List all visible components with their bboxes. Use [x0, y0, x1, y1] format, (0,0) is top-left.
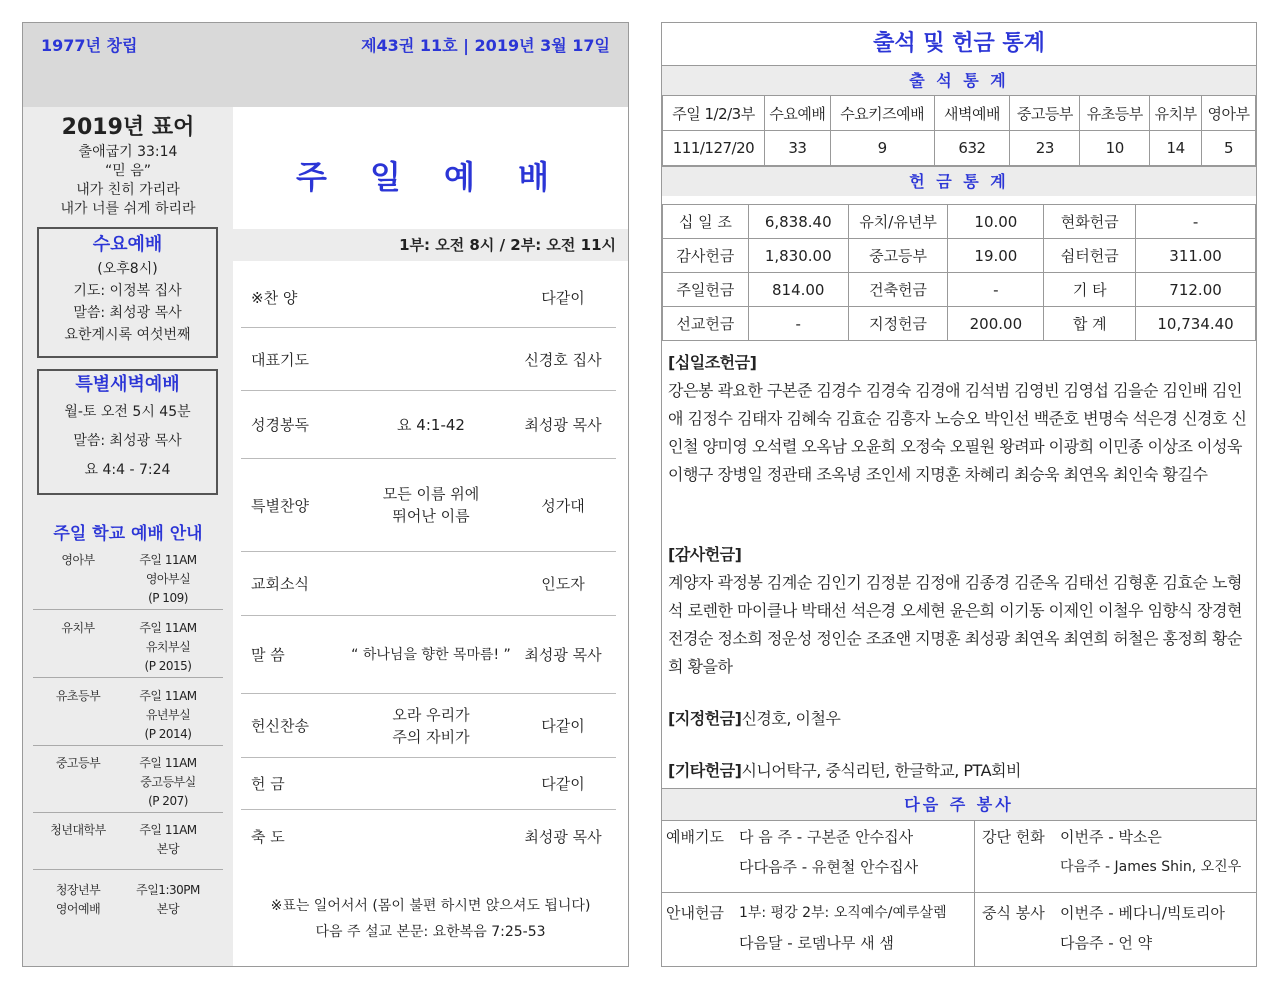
worship-note [233, 893, 628, 945]
attendance-value: 14 [1150, 131, 1202, 166]
attendance-header: 유초등부 [1080, 96, 1150, 131]
order-item: 특별찬양 [251, 496, 309, 515]
order-content: “ 하나님을 향한 목마름! ” [351, 646, 511, 663]
order-content [351, 694, 511, 757]
offering-table [662, 204, 1256, 341]
offering-amount: - [1136, 205, 1256, 239]
offering-amount: 712.00 [1136, 273, 1256, 307]
order-leader: 다같이 [541, 775, 585, 793]
ss-dept: 유초등부 [55, 689, 101, 703]
other-donors [668, 757, 1254, 785]
order-leader: 최성광 목사 [524, 827, 602, 846]
order-row [241, 391, 616, 459]
motto-verse-ref: 출애굽기 33:14 [78, 144, 178, 160]
prayer-next: 다 음 주 - 구본준 안수집사 [739, 828, 914, 846]
ss-room: 유치부실 [145, 640, 191, 654]
attendance-value: 23 [1010, 131, 1080, 166]
sunday-school-row [33, 543, 223, 610]
lunch-next-week: 다음주 - 언 약 [1060, 934, 1153, 952]
ss-time: 주일 11AM [139, 756, 197, 770]
offering-amount: 200.00 [948, 307, 1044, 341]
motto-word: “믿 음” [104, 163, 151, 179]
sunday-school-row [33, 877, 223, 942]
flower-next-week: 다음주 - James Shin, 오진우 [1060, 859, 1242, 875]
ss-room: 본당 [156, 902, 180, 916]
thanks-label: [감사헌금] [668, 545, 742, 564]
order-leader: 다같이 [541, 717, 585, 735]
order-leader: 성가대 [541, 496, 585, 515]
ss-room: 영아부실 [145, 572, 191, 586]
motto-line-1: 내가 친히 가리라 [76, 182, 180, 198]
usher-this-month: 1부: 평강 2부: 오직예수/예루살렘 [739, 905, 947, 921]
offering-label: 지정헌금 [848, 307, 948, 341]
worship-title: 주 일 예 배 [295, 158, 566, 196]
order-row [241, 328, 616, 391]
offering-label: 쉼터헌금 [1044, 239, 1136, 273]
flower-label: 강단 헌화 [982, 828, 1045, 846]
order-leader: 최성광 목사 [524, 646, 602, 664]
attendance-header: 영아부 [1202, 96, 1256, 131]
wednesday-title: 수요예배 [92, 234, 163, 255]
standing-note: ※표는 일어서서 (몸이 불편 하시면 앉으셔도 됩니다) [270, 898, 591, 914]
offering-amount: 10.00 [948, 205, 1044, 239]
order-leader: 최성광 목사 [524, 416, 602, 434]
order-leader: 신경호 집사 [524, 350, 602, 369]
designated-label: [지정헌금] [668, 709, 742, 728]
offering-label: 주일헌금 [663, 273, 749, 307]
order-content [351, 459, 511, 551]
right-page [661, 22, 1257, 967]
order-item: 교회소식 [251, 575, 309, 593]
ss-room: 유년부실 [145, 708, 191, 722]
tithe-names: 강은봉 곽요한 구본준 김경수 김경숙 김경애 김석범 김영빈 김영섭 김을순 김인배 김인애 김정수 김태자 김혜숙 김효순 김흥자 노승오 박인선 백준호 변명숙 석은경 신경호 신인철 양미영 오석렬 오옥남 오윤희 오정숙 오필원 왕려파 이광희 이민종 이상조 이성욱 이행구 장병일 정관태 조옥녕 조인세 지명훈 차혜리 최승욱 최연옥 최인숙 황길수 [668, 381, 1247, 484]
offering-amount: - [948, 273, 1044, 307]
offering-label: 중고등부 [848, 239, 948, 273]
thanks-donors [668, 541, 1254, 681]
wednesday-sermon: 말씀: 최성광 목사 [73, 305, 182, 321]
ss-info [128, 687, 208, 744]
attendance-header: 중고등부 [1010, 96, 1080, 131]
ss-dept: 중고등부 [55, 756, 101, 770]
dawn-time: 월-토 오전 5시 45분 [64, 404, 191, 420]
offering-amount: 19.00 [948, 239, 1044, 273]
order-row [241, 616, 616, 694]
offering-amount: 6,838.40 [748, 205, 848, 239]
worship-title-area [233, 107, 628, 229]
order-row [241, 694, 616, 758]
ss-info [128, 754, 208, 811]
order-row [241, 758, 616, 810]
offering-head: 헌 금 통 계 [662, 166, 1256, 196]
tithe-donors [668, 349, 1254, 489]
offering-amount: 1,830.00 [748, 239, 848, 273]
attendance-value: 9 [830, 131, 934, 166]
ss-info [128, 551, 208, 608]
order-item: 성경봉독 [251, 416, 309, 434]
order-item: 헌 금 [251, 775, 285, 793]
order-content-line: 모든 이름 위에 [382, 485, 480, 503]
wednesday-text: 요한계시록 여섯번째 [64, 327, 191, 343]
designated-donors [668, 705, 1254, 733]
offering-amount: 311.00 [1136, 239, 1256, 273]
year-motto [23, 113, 233, 219]
order-content-line: 뛰어난 이름 [392, 507, 470, 525]
order-row [241, 810, 616, 862]
ss-dept [33, 881, 123, 919]
ss-time: 주일 11AM [139, 823, 197, 837]
lunch-this-week: 이번주 - 베다니/빅토리아 [1060, 904, 1225, 922]
other-label: [기타헌금] [668, 761, 742, 780]
thanks-names: 계양자 곽정봉 김계순 김인기 김정분 김정애 김종경 김준옥 김태선 김형훈 김효순 노형석 로렌한 마이클나 박태선 석은경 오세현 윤은희 이기동 이제인 이철우 임향식 장경현 전경순 정소희 정운성 정인순 조죠앤 지명훈 최성광 최연옥 최연희 허철은 홍정희 황순희 황을하 [668, 573, 1242, 676]
ss-dept: 청년대학부 [50, 823, 106, 837]
stats-title: 출석 및 헌금 통계 [873, 31, 1045, 56]
ss-dept-line: 영어예배 [55, 902, 101, 916]
ss-room-number: (P 2014) [144, 727, 192, 741]
attendance-value: 5 [1202, 131, 1256, 166]
ss-time: 주일1:30PM [136, 883, 200, 897]
flower-this-week: 이번주 - 박소은 [1060, 828, 1162, 846]
offering-label: 감사헌금 [663, 239, 749, 273]
sunday-school-row [33, 611, 223, 678]
attendance-header-row [663, 96, 1256, 131]
attendance-header: 주일 1/2/3부 [663, 96, 765, 131]
attendance-value: 10 [1080, 131, 1150, 166]
wednesday-time: (오후8시) [97, 261, 158, 277]
ss-dept: 영아부 [61, 553, 95, 567]
ss-dept-line: 청장년부 [55, 883, 101, 897]
attendance-value: 33 [764, 131, 830, 166]
attendance-value: 632 [934, 131, 1010, 166]
wednesday-service-box [37, 227, 218, 358]
offering-amount: 10,734.40 [1136, 307, 1256, 341]
offering-row [663, 239, 1256, 273]
motto-line-2: 내가 너를 쉬게 하리라 [60, 201, 196, 217]
ss-room-number: (P 2015) [144, 659, 192, 673]
sidebar [23, 107, 233, 966]
attendance-header: 수요키즈예배 [830, 96, 934, 131]
offering-label: 현화헌금 [1044, 205, 1136, 239]
offering-label: 기 타 [1044, 273, 1136, 307]
order-content-line: 주의 자비가 [392, 727, 470, 746]
dawn-service-box [37, 369, 218, 495]
wednesday-prayer: 기도: 이정복 집사 [73, 283, 182, 299]
usher-next-month: 다음달 - 로뎀나무 새 샘 [739, 934, 894, 952]
ss-room-number: (P 109) [148, 591, 188, 605]
other-names: 시니어탁구, 중식리턴, 한글학교, PTA회비 [741, 761, 1021, 780]
sunday-school-row [33, 813, 223, 870]
order-row [241, 267, 616, 328]
divider [662, 820, 1256, 821]
attendance-header: 수요예배 [764, 96, 830, 131]
divider [662, 892, 1256, 893]
ss-time: 주일 11AM [139, 553, 197, 567]
order-row [241, 552, 616, 616]
order-content-line: 오라 우리가 [392, 705, 470, 724]
next-sermon-text: 다음 주 설교 본문: 요한복음 7:25-53 [315, 924, 546, 940]
order-leader: 다같이 [541, 288, 585, 307]
offering-amount: - [748, 307, 848, 341]
ss-time: 주일 11AM [139, 621, 197, 635]
header-banner [23, 23, 628, 107]
order-row [241, 459, 616, 552]
lunch-label: 중식 봉사 [982, 904, 1045, 922]
sunday-school-row [33, 679, 223, 746]
offering-row [663, 205, 1256, 239]
founded-text: 1977년 창립 [41, 36, 138, 55]
offering-label: 건축헌금 [848, 273, 948, 307]
ss-time: 주일 11AM [139, 689, 197, 703]
ss-room-number: (P 207) [148, 794, 188, 808]
offering-label: 유치/유년부 [848, 205, 948, 239]
ss-dept: 유치부 [61, 621, 95, 635]
offering-label: 십 일 조 [663, 205, 749, 239]
attendance-table [662, 95, 1256, 166]
attendance-header: 유치부 [1150, 96, 1202, 131]
order-item: ※찬 양 [251, 288, 298, 307]
next-service-grid [662, 820, 1256, 966]
attendance-header: 새벽예배 [934, 96, 1010, 131]
offering-label: 선교헌금 [663, 307, 749, 341]
offering-amount: 814.00 [748, 273, 848, 307]
prayer-label: 예배기도 [666, 828, 724, 846]
ss-room: 본당 [156, 842, 180, 856]
attendance-value-row [663, 131, 1256, 166]
service-times: 1부: 오전 8시 / 2부: 오전 11시 [233, 229, 628, 261]
dawn-sermon: 말씀: 최성광 목사 [73, 433, 182, 449]
order-item: 축 도 [251, 827, 285, 846]
ss-info [128, 619, 208, 676]
divider [974, 820, 975, 966]
offering-row [663, 273, 1256, 307]
order-content: 요 4:1-42 [397, 415, 465, 434]
next-service-head: 다음 주 봉사 [662, 788, 1256, 820]
ss-info [128, 881, 208, 919]
order-item: 말 씀 [251, 646, 285, 664]
attendance-head: 출 석 통 계 [662, 65, 1256, 95]
issue-text: 제43권 11호 | 2019년 3월 17일 [361, 36, 610, 55]
ss-info [128, 821, 208, 859]
tithe-label: [십일조헌금] [668, 353, 757, 372]
designated-names: 신경호, 이철우 [741, 709, 841, 728]
order-item: 헌신찬송 [251, 717, 309, 735]
left-page [22, 22, 629, 967]
prayer-after-next: 다다음주 - 유현철 안수집사 [739, 858, 919, 876]
usher-label: 안내헌금 [666, 904, 724, 922]
offering-row [663, 307, 1256, 341]
ss-room: 중고등부실 [140, 775, 196, 789]
motto-title: 2019년 표어 [61, 115, 195, 140]
dawn-title: 특별새벽예배 [75, 374, 180, 395]
order-item: 대표기도 [251, 350, 309, 369]
sunday-school-title: 주일 학교 예배 안내 [53, 524, 203, 544]
sunday-school-row [33, 746, 223, 813]
dawn-text: 요 4:4 - 7:24 [84, 462, 171, 478]
offering-label: 합 계 [1044, 307, 1136, 341]
attendance-value: 111/127/20 [663, 131, 765, 166]
order-leader: 인도자 [541, 575, 585, 593]
